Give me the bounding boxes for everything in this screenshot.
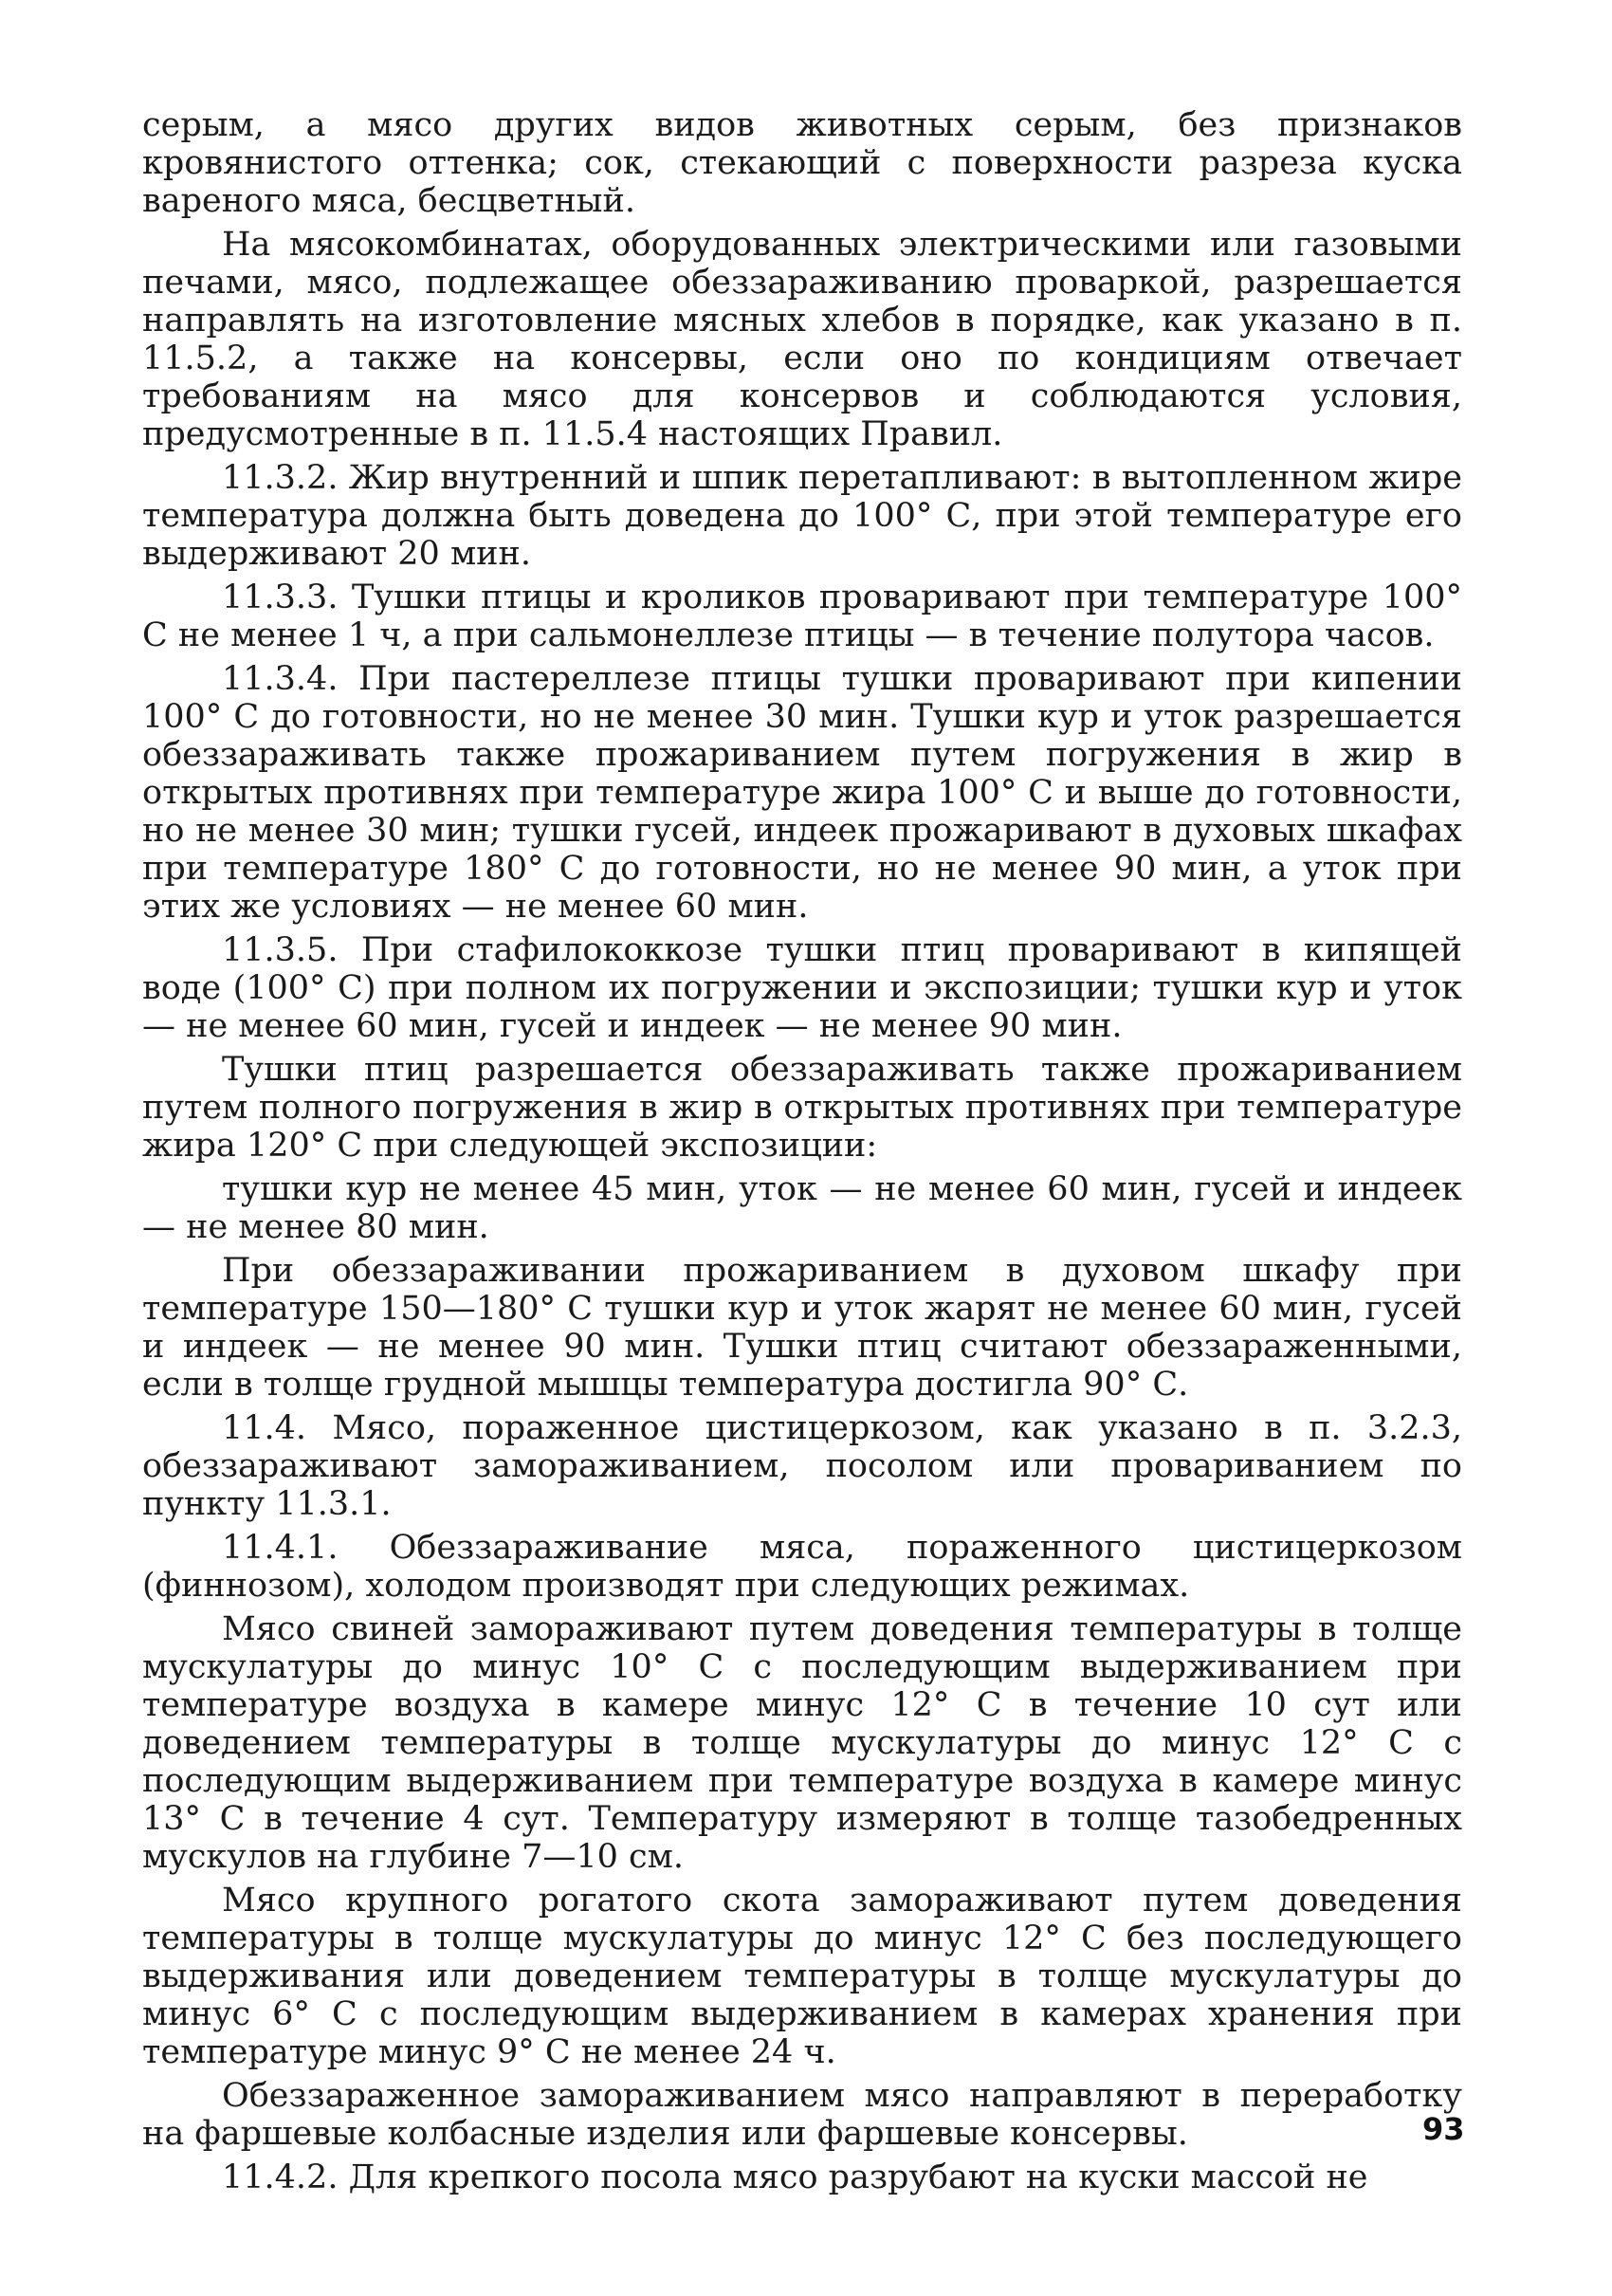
paragraph-exposure: тушки кур не менее 45 мин, уток — не менее 60 мин, гусей и индеек — не менее 80 мин. [142,1170,1462,1246]
paragraph-pork-freezing: Мясо свиней замораживают путем доведения температуры в толще мускулатуры до минус 10° С с последующим выдерживанием при температуре воздуха в камере минус 12° С в течение 10 сут или доведением температуры в толще мускулатуры до минус 12° С с последующим выдерживанием при температуре воздуха в камере минус 13° С в течение 4 сут. Температуру измеряют в толще тазобедренных мускулов на глубине 7—10 см. [142,1610,1462,1876]
paragraph-11-3-5: 11.3.5. При стафилококкозе тушки птиц проваривают в кипящей воде (100° С) при полном их погружении и экспозиции; тушки кур и уток — не менее 60 мин, гусей и индеек — не менее 90 мин. [142,931,1462,1045]
paragraph-11-4-1: 11.4.1. Обеззараживание мяса, пораженного цистицеркозом (финнозом), холодом производят при следующих режимах. [142,1529,1462,1605]
paragraph-meat-plants: На мясокомбинатах, оборудованных электрическими или газовыми печами, мясо, подлежащее обеззараживанию проваркой, разрешается направлять на изготовление мясных хлебов в порядке, как указано в п. 11.5.2, а также на консервы, если оно по кондициям отвечает требованиям на мясо для консервов и соблюдаются условия, предусмотренные в п. 11.5.4 настоящих Правил. [142,226,1462,453]
paragraph-11-4: 11.4. Мясо, пораженное цистицеркозом, как указано в п. 3.2.3, обеззараживают замораживанием, посолом или провариванием по пункту 11.3.1. [142,1409,1462,1523]
paragraph-frying: Тушки птиц разрешается обеззараживать также прожариванием путем полного погружения в жир в открытых противнях при температуре жира 120° С при следующей экспозиции: [142,1051,1462,1165]
paragraph-oven: При обеззараживании прожариванием в духовом шкафу при температуре 150—180° С тушки кур и уток жарят не менее 60 мин, гусей и индеек — не менее 90 мин. Тушки птиц считают обеззараженными, если в толще грудной мышцы температура достигла 90° С. [142,1252,1462,1404]
paragraph-11-3-3: 11.3.3. Тушки птицы и кроликов проваривают при температуре 100° С не менее 1 ч, а при сальмонеллезе птицы — в течение полутора часов. [142,579,1462,654]
page-body [142,106,1462,2202]
paragraph-cattle-freezing: Мясо крупного рогатого скота замораживают путем доведения температуры в толще мускулатуры до минус 12° С без последующего выдерживания или доведением температуры в толще мускулатуры до минус 6° С с последующим выдерживанием в камерах хранения при температуре минус 9° С не менее 24 ч. [142,1882,1462,2071]
paragraph-continuation: серым, а мясо других видов животных серым, без признаков кровянистого оттенка; сок, стекающий с поверхности разреза куска вареного мяса, бесцветный. [142,106,1462,220]
paragraph-11-4-2: 11.4.2. Для крепкого посола мясо разрубают на куски массой не [222,2158,1368,2196]
page-number: 93 [1422,2111,1465,2147]
paragraph-11-3-2: 11.3.2. Жир внутренний и шпик перетапливают: в вытопленном жире температура должна быть доведена до 100° С, при этой температуре его выдерживают 20 мин. [142,459,1462,573]
paragraph-processing: Обеззараженное замораживанием мясо направляют в переработку на фаршевые колбасные изделия или фаршевые консервы. [142,2077,1462,2153]
paragraph-11-3-4: 11.3.4. При пастереллезе птицы тушки проваривают при кипении 100° С до готовности, но не менее 30 мин. Тушки кур и уток разрешается обеззараживать также прожариванием путем погружения в жир в открытых противнях при температуре жира 100° С и выше до готовности, но не менее 30 мин; тушки гусей, индеек прожаривают в духовых шкафах при температуре 180° С до готовности, но не менее 90 мин, а уток при этих же условиях — не менее 60 мин. [142,660,1462,926]
